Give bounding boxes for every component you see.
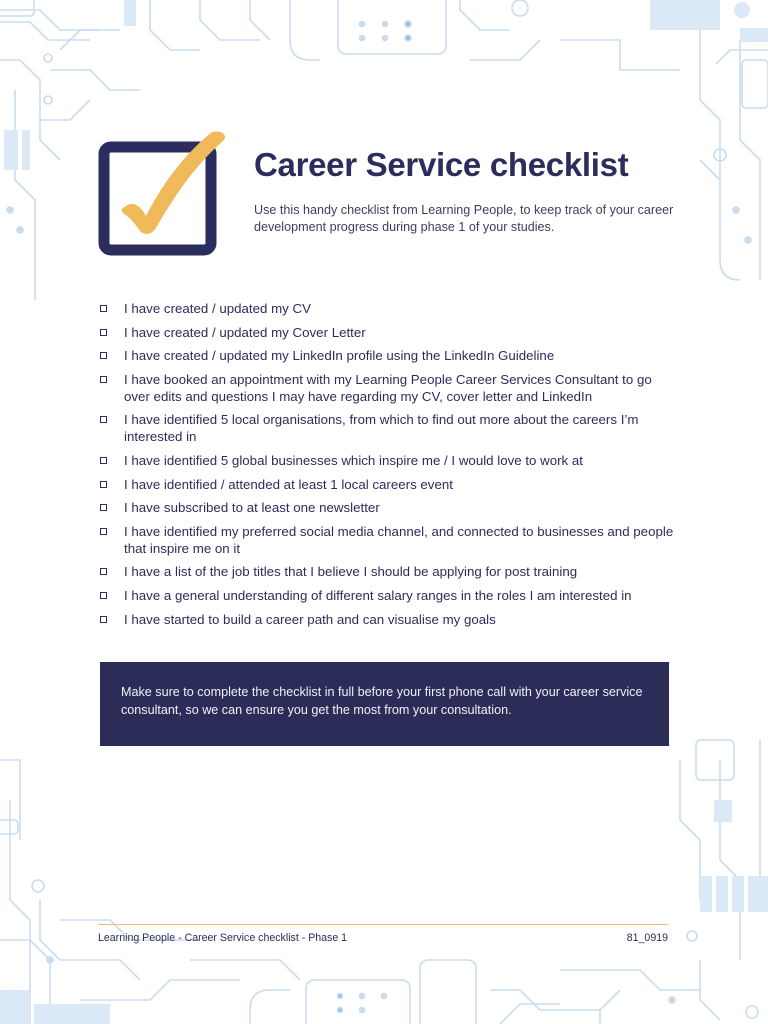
checklist-item-label: I have a general understanding of different salary ranges in the roles I am interested in — [124, 587, 632, 603]
checklist-item-label: I have booked an appointment with my Learning People Career Services Consultant to go over edits and questions I may have regarding my CV, cover letter and LinkedIn — [124, 371, 652, 404]
checklist-item-label: I have identified my preferred social media channel, and connected to businesses and people that inspire me on it — [124, 523, 674, 556]
checklist-item-label: I have started to build a career path and can visualise my goals — [124, 611, 496, 627]
checkmark-box-icon — [96, 128, 236, 258]
footer-document-code: 81_0919 — [626, 932, 668, 944]
checklist-item — [98, 499, 678, 516]
checklist-item-label: I have a list of the job titles that I believe I should be applying for post training — [124, 564, 578, 580]
intro-text: Use this handy checklist from Learning People, to keep track of your career development progress during phase 1 of your studies. — [254, 203, 674, 234]
checklist-item — [98, 371, 678, 405]
checklist-item-label: I have identified 5 local organisations, from which to find out more about the careers I’m interested in — [124, 412, 639, 445]
footer-divider — [98, 924, 668, 925]
checklist-item — [98, 563, 678, 580]
checklist-item-label: I have created / updated my LinkedIn profile using the LinkedIn Guideline — [124, 348, 555, 364]
checkbox-icon[interactable] — [100, 528, 107, 535]
checkbox-icon[interactable] — [100, 352, 107, 359]
checklist-item — [98, 411, 678, 445]
checklist-item — [98, 300, 678, 317]
checklist-item — [98, 347, 678, 364]
checkbox-icon[interactable] — [100, 481, 107, 488]
checklist-item — [98, 324, 678, 341]
checklist-item-label: I have created / updated my Cover Letter — [124, 324, 366, 340]
checklist-item-label: I have created / updated my CV — [124, 301, 312, 316]
checkbox-icon[interactable] — [100, 592, 107, 599]
checkbox-icon[interactable] — [100, 568, 107, 575]
checkbox-icon[interactable] — [100, 416, 107, 423]
checklist-item — [98, 611, 678, 628]
checklist-item — [98, 587, 678, 604]
checkbox-icon[interactable] — [100, 376, 107, 383]
checkbox-icon[interactable] — [100, 329, 107, 336]
checkbox-icon[interactable] — [100, 457, 107, 464]
checklist-item-label: I have identified / attended at least 1 local careers event — [124, 476, 453, 492]
checklist-item — [98, 476, 678, 493]
callout-box — [100, 662, 669, 746]
checklist-item-label: I have identified 5 global businesses which inspire me / I would love to work at — [124, 452, 583, 468]
checklist — [98, 300, 678, 634]
page-title: Career Service checklist — [254, 146, 629, 183]
checklist-item — [98, 523, 678, 557]
callout-text: Make sure to complete the checklist in full before your first phone call with your career service consultant, so we can ensure you get the most from your consultation. — [121, 685, 643, 717]
checkbox-icon[interactable] — [100, 504, 107, 511]
checklist-item — [98, 452, 678, 469]
footer-document-title: Learning People - Career Service checklist - Phase 1 — [98, 932, 348, 944]
checklist-item-label: I have subscribed to at least one newsletter — [124, 500, 380, 516]
checkbox-icon[interactable] — [100, 305, 107, 312]
checkbox-icon[interactable] — [100, 616, 107, 623]
